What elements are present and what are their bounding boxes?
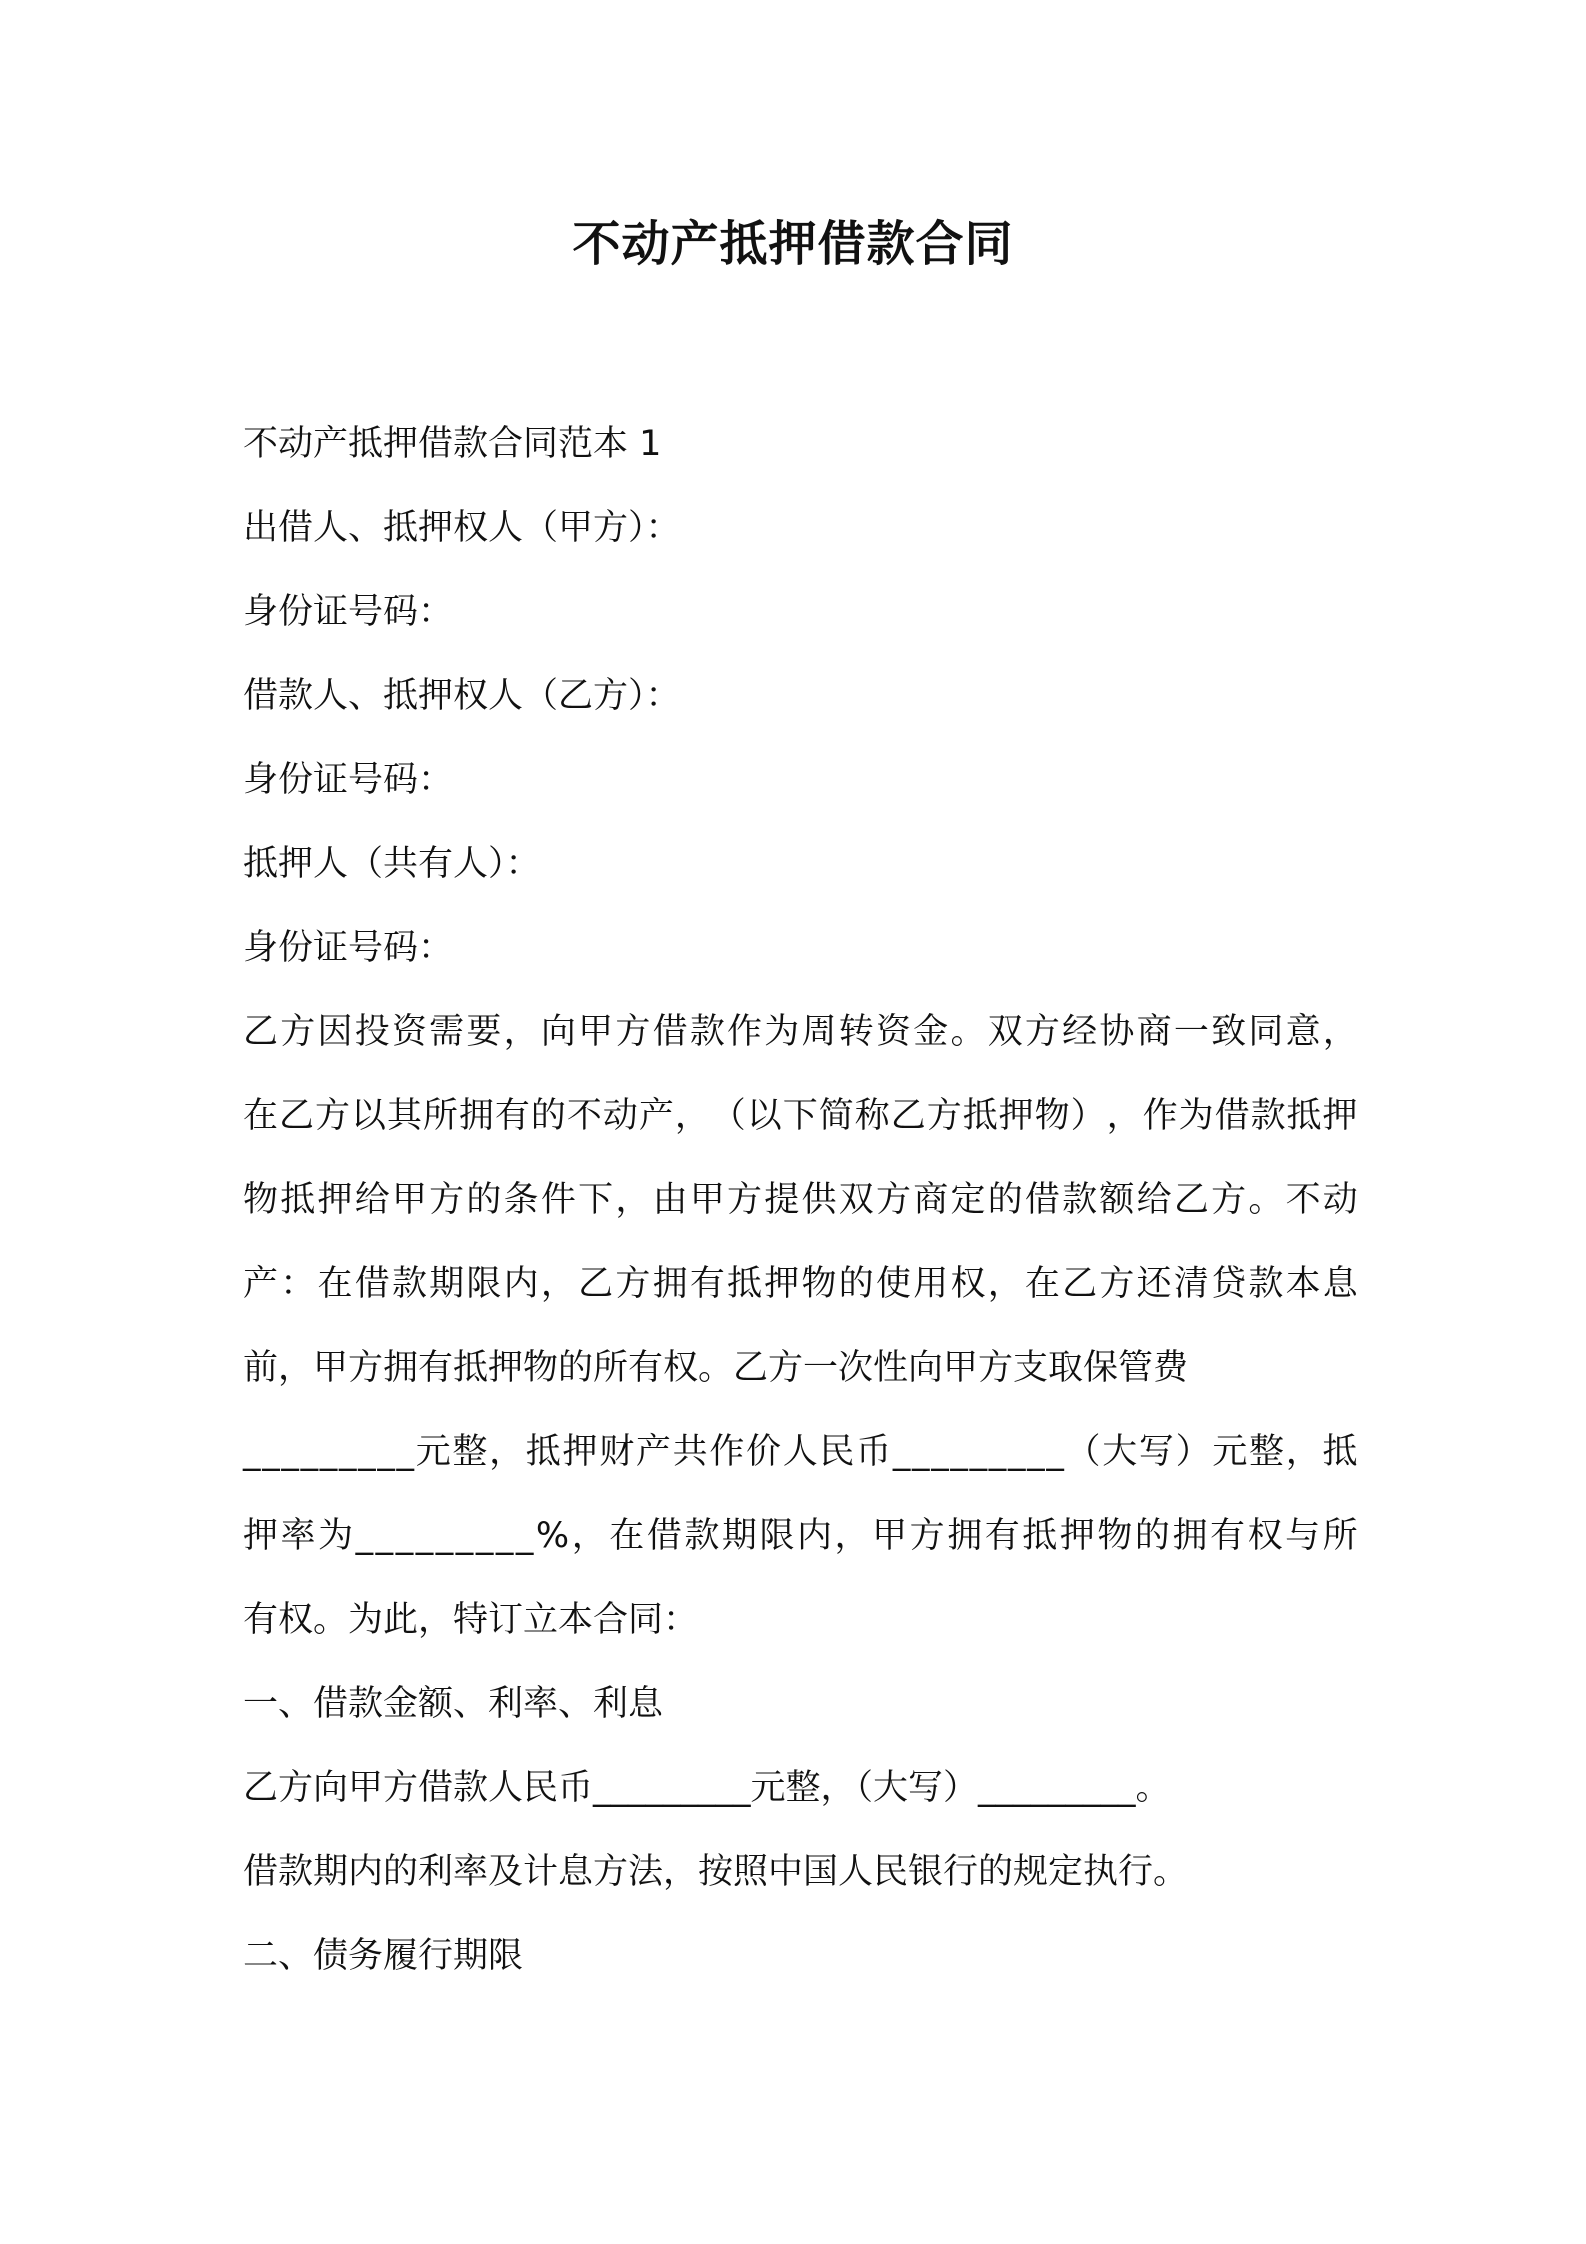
paragraph-line: 有权。为此，特订立本合同：	[243, 1600, 699, 1640]
loan-amount-line: 乙方向甲方借款人民币_________元整，（大写）_________。	[243, 1768, 1171, 1808]
lender-field: 出借人、抵押权人（甲方）：	[243, 508, 681, 548]
paragraph-line: 物 抵 押 给 甲 方 的 条 件 下 ， 由 甲 方 提 供 双 方 商 定 的 借 款 额 给 乙 方 。 不 动	[243, 1180, 1358, 1220]
section-heading-1: 一、借款金额、利率、利息	[243, 1684, 664, 1724]
paragraph-line: 押 率 为 _ _ _ _ _ _ _ _ _ % ， 在 借 款 期 限 内 ， 甲 方 拥 有 抵 押 物 的 拥 有 权 与 所	[243, 1516, 1358, 1556]
borrower-field: 借款人、抵押权人（乙方）：	[243, 676, 681, 716]
paragraph-line: 乙 方 因 投 资 需 要 ， 向 甲 方 借 款 作 为 周 转 资 金 。 双 方 经 协 商 一 致 同 意 ，	[243, 1012, 1358, 1052]
mortgagor-id-field: 身份证号码：	[243, 928, 454, 968]
paragraph-line: 在 乙 方 以 其 所 拥 有 的 不 动 产 ， （ 以 下 简 称 乙 方 抵 押 物 ） ， 作 为 借 款 抵 押	[243, 1096, 1358, 1136]
paragraph-line: 产 ： 在 借 款 期 限 内 ， 乙 方 拥 有 抵 押 物 的 使 用 权 ， 在 乙 方 还 清 贷 款 本 息	[243, 1264, 1358, 1304]
paragraph-line: _ _ _ _ _ _ _ _ _ 元 整 ， 抵 押 财 产 共 作 价 人 民 币 _ _ _ _ _ _ _ _ _ （ 大 写 ） 元 整 ， 抵	[243, 1432, 1358, 1472]
borrower-id-field: 身份证号码：	[243, 760, 454, 800]
contract-body	[243, 402, 1358, 1998]
paragraph-line: 前，甲方拥有抵押物的所有权。乙方一次性向甲方支取保管费	[243, 1348, 1189, 1388]
page-title: 不动产抵押借款合同	[572, 216, 1014, 272]
mortgagor-field: 抵押人（共有人）：	[243, 844, 541, 884]
lender-id-field: 身份证号码：	[243, 592, 454, 632]
section-heading-2: 二、债务履行期限	[243, 1936, 524, 1976]
sample-heading: 不动产抵押借款合同范本 1	[243, 424, 662, 464]
interest-rate-line: 借款期内的利率及计息方法，按照中国人民银行的规定执行。	[243, 1852, 1189, 1892]
